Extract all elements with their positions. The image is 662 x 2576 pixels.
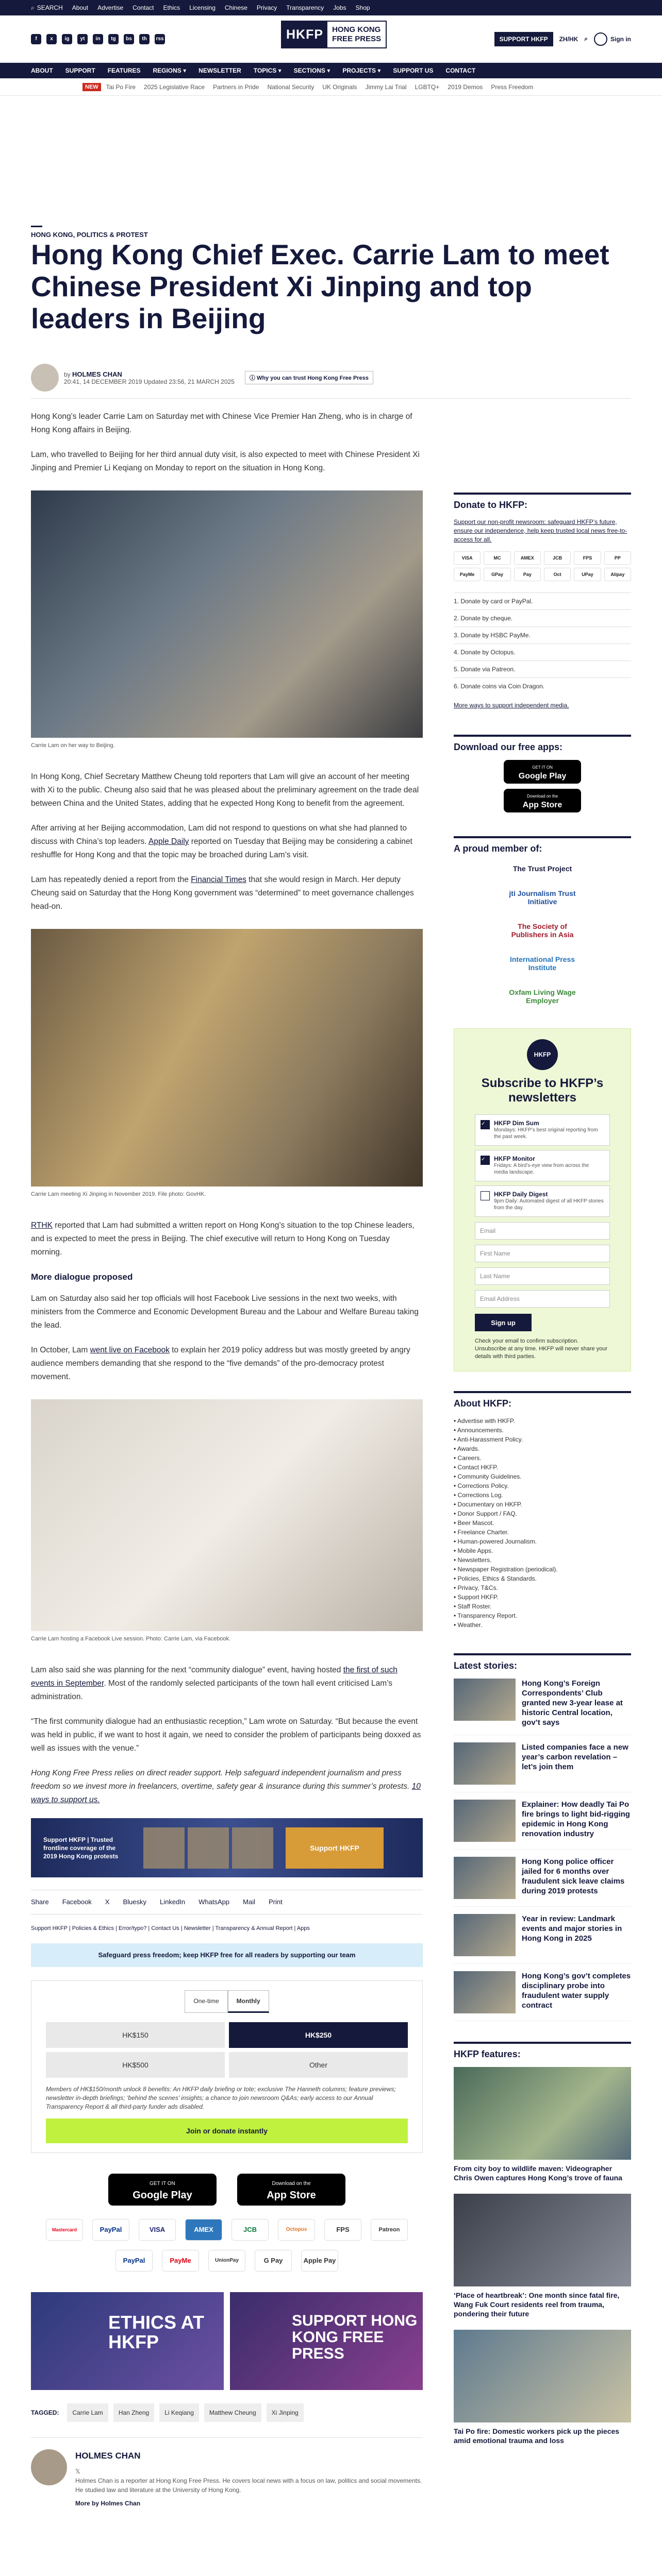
donate-option[interactable]: 1. Donate by card or PayPal. <box>454 592 631 609</box>
apple-pay-icon[interactable]: Apple Pay <box>301 2250 338 2272</box>
topbar-link-about[interactable]: About <box>72 4 89 11</box>
top-utility-bar <box>0 0 662 15</box>
about-link[interactable]: • Donor Support / FAQ. <box>454 1509 631 1518</box>
email-field-label[interactable]: Email <box>475 1222 610 1240</box>
support-appeal: Hong Kong Free Press relies on direct reader support. Help safeguard independent journalism and press freedom so we invest more in freelancers, overtime, safety gear & insurance during this summer’s protests. 10 ways to support us. <box>31 1769 421 1804</box>
checkbox-checked[interactable]: ✓ <box>481 1120 490 1129</box>
nav-projects[interactable]: PROJECTS ▾ <box>342 67 381 74</box>
article-photo <box>31 1399 423 1631</box>
latest-story[interactable] <box>454 1800 631 1850</box>
photo-caption: Carrie Lam meeting Xi Jinping in November 2019. File photo: GovHK. <box>31 1191 206 1197</box>
topbar-link-chinese[interactable]: Chinese <box>224 4 247 11</box>
about-link[interactable]: • Advertise with HKFP. <box>454 1416 631 1426</box>
author-name[interactable]: HOLMES CHAN <box>75 2451 141 2461</box>
newsletter-title: Subscribe to HKFP’s newsletters <box>481 1076 604 1105</box>
sopa-logo[interactable]: The Society of Publishers in Asia <box>511 922 574 939</box>
google-pay-icon[interactable]: GPay <box>484 568 510 581</box>
search-icon: ⌕ <box>31 4 35 11</box>
topbar-link-jobs[interactable]: Jobs <box>333 4 346 11</box>
tag[interactable]: Carrie Lam <box>67 2403 108 2422</box>
donate-option[interactable]: 5. Donate via Patreon. <box>454 660 631 677</box>
about-link[interactable]: • Documentary on HKFP. <box>454 1500 631 1509</box>
financial-times-link[interactable]: Financial Times <box>191 875 246 884</box>
nav-features[interactable]: FEATURES <box>107 67 141 74</box>
tags-label: TAGGED: <box>31 2409 59 2416</box>
topbar-link-transparency[interactable]: Transparency <box>286 4 324 11</box>
story-title: Hong Kong’s Foreign Correspondents’ Club granted new 3-year lease at historic Central location, gov’t says <box>522 1679 623 1727</box>
google-play-button[interactable]: GET IT ON Google Play <box>108 2174 217 2206</box>
paragraph: After arriving at her Beijing accommodation, Lam did not respond to questions on what she had planned to discuss with China’s top leaders. Apple Daily reported on Tuesday that Beijing may be considering a cabinet reshuffle for Hong Kong and that the topic may be broached during Lam’s visit. <box>31 824 412 859</box>
latest-story[interactable] <box>454 1971 631 2021</box>
new-badge: NEW <box>82 83 101 91</box>
feature-story[interactable] <box>454 2067 631 2182</box>
support-ad[interactable]: SUPPORT HONG KONG FREE PRESS <box>230 2292 423 2390</box>
linkedin-icon[interactable]: in <box>93 34 103 44</box>
apple-pay-icon[interactable]: Pay <box>514 568 541 581</box>
tab-monthly[interactable]: Monthly <box>228 1990 269 2013</box>
social-links <box>31 34 165 44</box>
paragraph: Lam, who travelled to Beijing for her third annual duty visit, is also expected to meet with Chinese President Xi Jinping and Premier Li Keqiang on Monday to report on the situation in Hong Kong. <box>31 450 420 472</box>
support-links-line[interactable]: Support HKFP | Policies & Ethics | Error/typo? | Contact Us | Newsletter | Transparency & Annual Report | Apps <box>31 1925 310 1931</box>
author-info <box>75 2449 423 2508</box>
trust-project-logo[interactable]: The Trust Project <box>512 865 572 873</box>
rthk-link[interactable]: RTHK <box>31 1221 53 1230</box>
tag[interactable]: Han Zheng <box>113 2403 154 2422</box>
story-thumbnail <box>454 1742 516 1785</box>
tab-one-time[interactable]: One-time <box>185 1990 227 2013</box>
facebook-live-link[interactable]: went live on Facebook <box>90 1346 170 1354</box>
logo-mark: HKFP <box>282 22 327 47</box>
share-print[interactable]: Print <box>268 1898 283 1906</box>
about-link[interactable]: • Weather. <box>454 1620 631 1630</box>
search-link[interactable]: ⌕ SEARCH <box>31 4 63 11</box>
feature-image <box>454 2067 631 2160</box>
dialogue-link[interactable]: the first of such events in September <box>31 1666 398 1688</box>
amount-option[interactable]: HK$150 <box>46 2022 225 2048</box>
member-heading: A proud member of: <box>454 836 631 854</box>
logo-words: HONG KONG FREE PRESS <box>332 25 382 43</box>
payment-methods <box>31 2219 423 2272</box>
story-thumbnail <box>454 1679 516 1721</box>
tag[interactable]: Li Keqiang <box>159 2403 199 2422</box>
amount-option[interactable]: HK$500 <box>46 2052 225 2078</box>
story-title: Year in review: Landmark events and major stories in Hong Kong in 2025 <box>522 1914 622 1943</box>
story-thumbnail <box>454 1800 516 1842</box>
patreon-icon[interactable]: Patreon <box>371 2219 408 2241</box>
donate-tabs <box>46 1990 408 2013</box>
feature-image <box>454 2194 631 2286</box>
share-whatsapp[interactable]: WhatsApp <box>198 1898 230 1906</box>
donate-heading: Donate to HKFP: <box>454 493 631 511</box>
site-logo[interactable] <box>281 21 387 48</box>
share-bluesky[interactable]: Bluesky <box>123 1898 146 1906</box>
paragraph: Lam also said she was planning for the next “community dialogue” event, having hosted the first of such events in September. Most of the randomly selected participants of the town hall event criticised Lam’s administration. <box>31 1666 398 1701</box>
about-link[interactable]: • Policies, Ethics & Standards. <box>454 1574 631 1583</box>
first-name-field[interactable]: First Name <box>475 1245 610 1262</box>
banner-text: Support HKFP | Trusted frontline coverage of the 2019 Hong Kong protests <box>43 1836 119 1860</box>
octopus-icon[interactable]: Oct <box>544 568 571 581</box>
sidebar-payment-logos <box>454 551 631 581</box>
trending-bar <box>0 78 662 96</box>
visa-icon[interactable]: VISA <box>454 551 481 565</box>
share-bar <box>31 1890 423 1914</box>
paragraph: In Hong Kong, Chief Secretary Matthew Cheung told reporters that Lam will give an account of her meeting with Xi to the public. Cheung also said that he was pleased about the preliminary agreement on the trade deal between China and the United States, adding that he expected Hong Kong to benefit from the agreement. <box>31 772 419 808</box>
info-icon: ⓘ <box>249 375 257 381</box>
about-link[interactable]: • Careers. <box>454 1453 631 1463</box>
tag[interactable]: Matthew Cheung <box>204 2403 261 2422</box>
byline-text: by HOLMES CHAN 20:41, 14 DECEMBER 2019 Updated 23:56, 21 MARCH 2025 <box>64 370 235 385</box>
amex-icon[interactable]: AMEX <box>514 551 541 565</box>
trending-link[interactable]: 2019 Demos <box>448 83 483 91</box>
about-heading: About HKFP: <box>454 1391 631 1409</box>
trending-link[interactable]: LGBTQ+ <box>415 83 440 91</box>
share-linkedin[interactable]: LinkedIn <box>160 1898 186 1906</box>
payme-icon[interactable]: PayMe <box>454 568 481 581</box>
main-nav <box>0 63 662 78</box>
nav-support[interactable]: SUPPORT <box>65 67 95 74</box>
apps-heading: Download our free apps: <box>454 735 631 753</box>
author-photo[interactable] <box>31 2449 67 2485</box>
article-dates: 20:41, 14 DECEMBER 2019 Updated 23:56, 21 MARCH 2025 <box>64 378 235 385</box>
newsletter-option[interactable]: ✓ HKFP Monitor Fridays: A bird’s-eye view from across the media landscape. <box>475 1150 610 1181</box>
instagram-icon[interactable]: ig <box>62 34 72 44</box>
site-header <box>0 15 662 63</box>
about-link[interactable]: • Announcements. <box>454 1426 631 1435</box>
article-body <box>31 410 423 2508</box>
trending-link[interactable]: UK Originals <box>322 83 357 91</box>
x-icon[interactable]: x <box>46 34 57 44</box>
paragraph: In October, Lam went live on Facebook to explain her 2019 policy address but was mostly greeted by angry audience members demanding that she respond to the “five demands” of the pro-democracy protest movement. <box>31 1346 410 1381</box>
nav-contact[interactable]: CONTACT <box>445 67 476 74</box>
photo-caption: Carrie Lam on her way to Beijing. <box>31 742 115 749</box>
header-actions <box>494 32 631 46</box>
google-play-badge[interactable]: GET IT ON Google Play <box>504 760 581 784</box>
share-facebook[interactable]: Facebook <box>62 1898 92 1906</box>
app-store-button[interactable]: Download on the App Store <box>237 2174 345 2206</box>
article-photo <box>31 929 423 1187</box>
latest-story[interactable] <box>454 1857 631 1907</box>
tag[interactable]: Xi Jinping <box>267 2403 304 2422</box>
search-icon[interactable]: ⌕ <box>584 35 588 42</box>
about-link[interactable]: • Newsletters. <box>454 1555 631 1565</box>
donate-amounts <box>46 2022 408 2078</box>
nav-topics[interactable]: TOPICS ▾ <box>253 67 282 74</box>
join-donate-button[interactable]: Join or donate instantly <box>46 2119 408 2143</box>
story-title: Hong Kong’s gov’t completes disciplinary probe into fraudulent water supply contract <box>522 1972 631 2010</box>
story-thumbnail <box>454 1914 516 1956</box>
about-link[interactable]: • Freelance Charter. <box>454 1528 631 1537</box>
article-category[interactable]: HONG KONG, POLITICS & PROTEST <box>31 231 148 239</box>
more-ways-link[interactable]: More ways to support independent media. <box>454 702 569 709</box>
features-heading: HKFP features: <box>454 2042 631 2060</box>
newsletter-disclaimer: Check your email to confirm subscription. Unsubscribe at any time. HKFP will never share your details with third parties. <box>475 1338 608 1360</box>
donate-option[interactable]: 4. Donate by Octopus. <box>454 643 631 660</box>
paragraph: Hong Kong’s leader Carrie Lam on Saturday met with Chinese Vice Premier Han Zheng, who is in charge of Hong Kong affairs in Beijing. <box>31 412 412 434</box>
share-mail[interactable]: Mail <box>243 1898 255 1906</box>
banner-photos <box>143 1827 273 1869</box>
about-link[interactable]: • Privacy, T&Cs. <box>454 1583 631 1592</box>
member-logos <box>454 865 631 1005</box>
donate-text: Support our non-profit newsroom: safeguard HKFP’s future, ensure our independence, help keep trusted local news free-to-access for all. <box>454 518 627 543</box>
ways-to-support-link[interactable]: 10 ways to support us. <box>31 1782 421 1804</box>
latest-heading: Latest stories: <box>454 1653 631 1671</box>
fps-icon[interactable]: FPS <box>574 551 601 565</box>
share-label: Share <box>31 1898 49 1906</box>
about-link[interactable]: • Contact HKFP. <box>454 1463 631 1472</box>
youtube-icon[interactable]: yt <box>77 34 88 44</box>
apple-daily-link[interactable]: Apple Daily <box>148 837 189 846</box>
about-link[interactable]: • Corrections Log. <box>454 1490 631 1500</box>
mastercard-icon[interactable]: Mastercard <box>46 2219 83 2241</box>
trending-link[interactable]: Jimmy Lai Trial <box>365 83 407 91</box>
promo-ads <box>31 2292 423 2390</box>
author-avatar[interactable] <box>31 364 59 392</box>
app-store-badge[interactable]: Download on the App Store <box>504 789 581 812</box>
donate-option[interactable]: 6. Donate coins via Coin Dragon. <box>454 677 631 694</box>
feature-image <box>454 2330 631 2422</box>
more-by-author-link[interactable]: More by Holmes Chan <box>75 2500 141 2507</box>
about-link[interactable]: • Support HKFP. <box>454 1592 631 1602</box>
header-divider <box>31 398 631 399</box>
unionpay-icon[interactable]: UnionPay <box>208 2250 245 2272</box>
about-link[interactable]: • Awards. <box>454 1444 631 1453</box>
rss-icon[interactable]: rss <box>155 34 165 44</box>
facebook-icon[interactable]: f <box>31 34 41 44</box>
newsletter-icon: HKFP <box>527 1039 558 1070</box>
nav-support-us[interactable]: SUPPORT US <box>393 67 434 74</box>
support-hkfp-button[interactable]: SUPPORT HKFP <box>494 32 553 46</box>
paragraph: RTHK reported that Lam had submitted a written report on Hong Kong’s situation to the top Chinese leaders, and is expected to meet the press in Beijing. The chief executive will return to Hong Kong on Tuesday morning. <box>31 1221 415 1257</box>
last-name-field[interactable]: Last Name <box>475 1267 610 1285</box>
about-link[interactable]: • Corrections Policy. <box>454 1481 631 1490</box>
about-link[interactable]: • Transparency Report. <box>454 1611 631 1620</box>
trending-link[interactable]: Press Freedom <box>491 83 534 91</box>
about-link[interactable]: • Beer Mascot. <box>454 1518 631 1528</box>
press-freedom-banner[interactable]: Safeguard press freedom; keep HKFP free for all readers by supporting our team <box>31 1943 423 1967</box>
latest-story[interactable] <box>454 1679 631 1735</box>
byline-author[interactable]: HOLMES CHAN <box>72 370 122 378</box>
donate-options <box>454 592 631 694</box>
about-links <box>454 1416 631 1630</box>
topbar-link-licensing[interactable]: Licensing <box>189 4 216 11</box>
author-bio: Holmes Chan is a reporter at Hong Kong Free Press. He covers local news with a focus on law, politics and social movements. He studied law and literature at the University of Hong Kong. <box>75 2477 422 2494</box>
donate-widget <box>31 1980 423 2153</box>
fps-icon[interactable]: FPS <box>324 2219 361 2241</box>
feature-title: Tai Po fire: Domestic workers pick up the pieces amid emotional trauma and loss <box>454 2427 620 2445</box>
nav-sections[interactable]: SECTIONS ▾ <box>293 67 330 74</box>
article-tags <box>31 2403 423 2422</box>
topbar-link-contact[interactable]: Contact <box>133 4 154 11</box>
story-title: Explainer: How deadly Tai Po fire brings to light bid-rigging epidemic in Hong Kong renovation industry <box>522 1800 630 1838</box>
jti-logo[interactable]: jti Journalism Trust Initiative <box>509 889 576 906</box>
share-x[interactable]: X <box>105 1898 110 1906</box>
ipi-logo[interactable]: International Press Institute <box>509 955 575 972</box>
amount-option-selected[interactable]: HK$250 <box>229 2022 408 2048</box>
latest-story[interactable] <box>454 1742 631 1792</box>
paragraph: Lam on Saturday also said her top officials will host Facebook Live sessions in the next two weeks, with ministers from the Commerce and Economic Development Bureau and the Labour and Welfare Bureau taking the lead. <box>31 1294 419 1330</box>
about-link[interactable]: • Newspaper Registration (periodical). <box>454 1565 631 1574</box>
subheading: More dialogue proposed <box>31 1272 133 1282</box>
story-title: Hong Kong police officer jailed for 6 months over fraudulent sick leave claims during 2019 protests <box>522 1857 625 1895</box>
donate-option[interactable]: 3. Donate by HSBC PayMe. <box>454 626 631 643</box>
paragraph: Lam has repeatedly denied a report from the Financial Times that she would resign in March. Her deputy Cheung said on Saturday that the Hong Kong government was “determined” to meet governance challenges head-on. <box>31 875 414 911</box>
app-store-row <box>31 2174 423 2206</box>
topbar-link-advertise[interactable]: Advertise <box>97 4 124 11</box>
membership-benefits: Members of HK$150/month unlock 8 benefits: An HKFP daily briefing or tote; exclusive The Hanneth columns; feature previews; newsletter in-depth briefings; ‘behind the scenes’ insights; a chance to join newsroom Q&As; early access to our Annual Transparency Report & all third-party funder ads disabled. <box>46 2086 396 2110</box>
about-link[interactable]: • Mobile Apps. <box>454 1546 631 1555</box>
user-icon <box>594 32 607 46</box>
ethics-ad[interactable]: ETHICS AT HKFP <box>31 2292 224 2390</box>
category-rule <box>31 226 42 227</box>
nav-about[interactable]: ABOUT <box>31 67 53 74</box>
jcb-icon[interactable]: JCB <box>231 2219 269 2241</box>
alipay-icon[interactable]: Alipay <box>604 568 631 581</box>
feature-story[interactable] <box>454 2330 631 2445</box>
paypal-icon[interactable]: PayPal <box>115 2250 153 2272</box>
checkbox[interactable] <box>481 1191 490 1200</box>
newsletter-signup <box>454 1028 631 1371</box>
trust-link[interactable]: ⓘ Why you can trust Hong Kong Free Press <box>245 371 373 384</box>
bluesky-icon[interactable]: bs <box>124 34 134 44</box>
nav-newsletter[interactable]: NEWSLETTER <box>198 67 241 74</box>
threads-icon[interactable]: th <box>139 34 150 44</box>
paragraph: “The first community dialogue had an enthusiastic reception,” Lam wrote on Saturday. “But because the event was held in public, if we want to host it again, we need to consider the problem of participants being doxxed as well as issues with the venue.” <box>31 1717 421 1753</box>
about-link[interactable]: • Staff Roster. <box>454 1602 631 1611</box>
feature-title: From city boy to wildlife maven: Videographer Chris Owen captures Hong Kong’s trove of fauna <box>454 2164 622 2182</box>
about-link[interactable]: • Anti-Harassment Policy. <box>454 1435 631 1444</box>
nav-regions[interactable]: REGIONS ▾ <box>153 67 187 74</box>
octopus-icon[interactable]: Octopus <box>278 2219 315 2241</box>
about-link[interactable]: • Community Guidelines. <box>454 1472 631 1481</box>
topbar-link-shop[interactable]: Shop <box>355 4 370 11</box>
x-icon[interactable]: 𝕏 <box>75 2468 80 2475</box>
donate-option[interactable]: 2. Donate by cheque. <box>454 609 631 626</box>
sidebar <box>454 493 631 2456</box>
mastercard-icon[interactable]: MC <box>484 551 510 565</box>
amount-option-other[interactable]: Other <box>229 2052 408 2078</box>
checkbox-checked[interactable]: ✓ <box>481 1156 490 1165</box>
topbar-link-privacy[interactable]: Privacy <box>256 4 277 11</box>
article-photo <box>31 490 423 738</box>
trending-link[interactable]: Partners in Pride <box>213 83 259 91</box>
paypal-icon[interactable]: PayPal <box>92 2219 129 2241</box>
newsletter-option[interactable]: ✓ HKFP Dim Sum Mondays: HKFP’s best original reporting from the past week. <box>475 1114 610 1146</box>
trending-link[interactable]: 2025 Legislative Race <box>144 83 205 91</box>
topbar-link-ethics[interactable]: Ethics <box>163 4 180 11</box>
feature-title: ‘Place of heartbreak’: One month since fatal fire, Wang Fuk Court residents reel from trauma, pondering their future <box>454 2291 620 2318</box>
visa-icon[interactable]: VISA <box>139 2219 176 2241</box>
unionpay-icon[interactable]: UPay <box>574 568 601 581</box>
story-thumbnail <box>454 1971 516 2013</box>
jcb-icon[interactable]: JCB <box>544 551 571 565</box>
trending-link[interactable]: Tai Po Fire <box>106 83 136 91</box>
byline <box>31 364 373 392</box>
latest-story[interactable] <box>454 1914 631 1964</box>
telegram-icon[interactable]: tg <box>108 34 119 44</box>
photo-caption: Carrie Lam hosting a Facebook Live session. Photo: Carrie Lam, via Facebook. <box>31 1636 231 1642</box>
sign-up-button[interactable]: Sign up <box>475 1314 532 1331</box>
paypal-icon[interactable]: PP <box>604 551 631 565</box>
article-headline: Hong Kong Chief Exec. Carrie Lam to meet Chinese President Xi Jinping and top leaders in Beijing <box>31 239 609 334</box>
language-switch[interactable]: ZH/HK <box>559 35 578 43</box>
email-address-field[interactable]: Email Address <box>475 1290 610 1308</box>
newsletter-option[interactable]: HKFP Daily Digest 9pm Daily: Automated digest of all HKFP stories from the day. <box>475 1185 610 1217</box>
story-thumbnail <box>454 1857 516 1899</box>
oxfam-logo[interactable]: Oxfam Living Wage Employer <box>509 988 576 1005</box>
story-title: Listed companies face a new year’s carbon revelation – let’s join them <box>522 1743 628 1771</box>
about-link[interactable]: • Human-powered Journalism. <box>454 1537 631 1546</box>
amex-icon[interactable]: AMEX <box>185 2219 222 2241</box>
feature-story[interactable] <box>454 2194 631 2318</box>
google-pay-icon[interactable]: G Pay <box>255 2250 292 2272</box>
trending-link[interactable]: National Security <box>267 83 315 91</box>
payme-icon[interactable]: PayMe <box>162 2250 199 2272</box>
sign-in-link[interactable]: Sign in <box>594 32 631 46</box>
author-box <box>31 2437 423 2508</box>
support-banner-ad[interactable] <box>31 1818 423 1877</box>
banner-cta: Support HKFP <box>286 1827 384 1869</box>
